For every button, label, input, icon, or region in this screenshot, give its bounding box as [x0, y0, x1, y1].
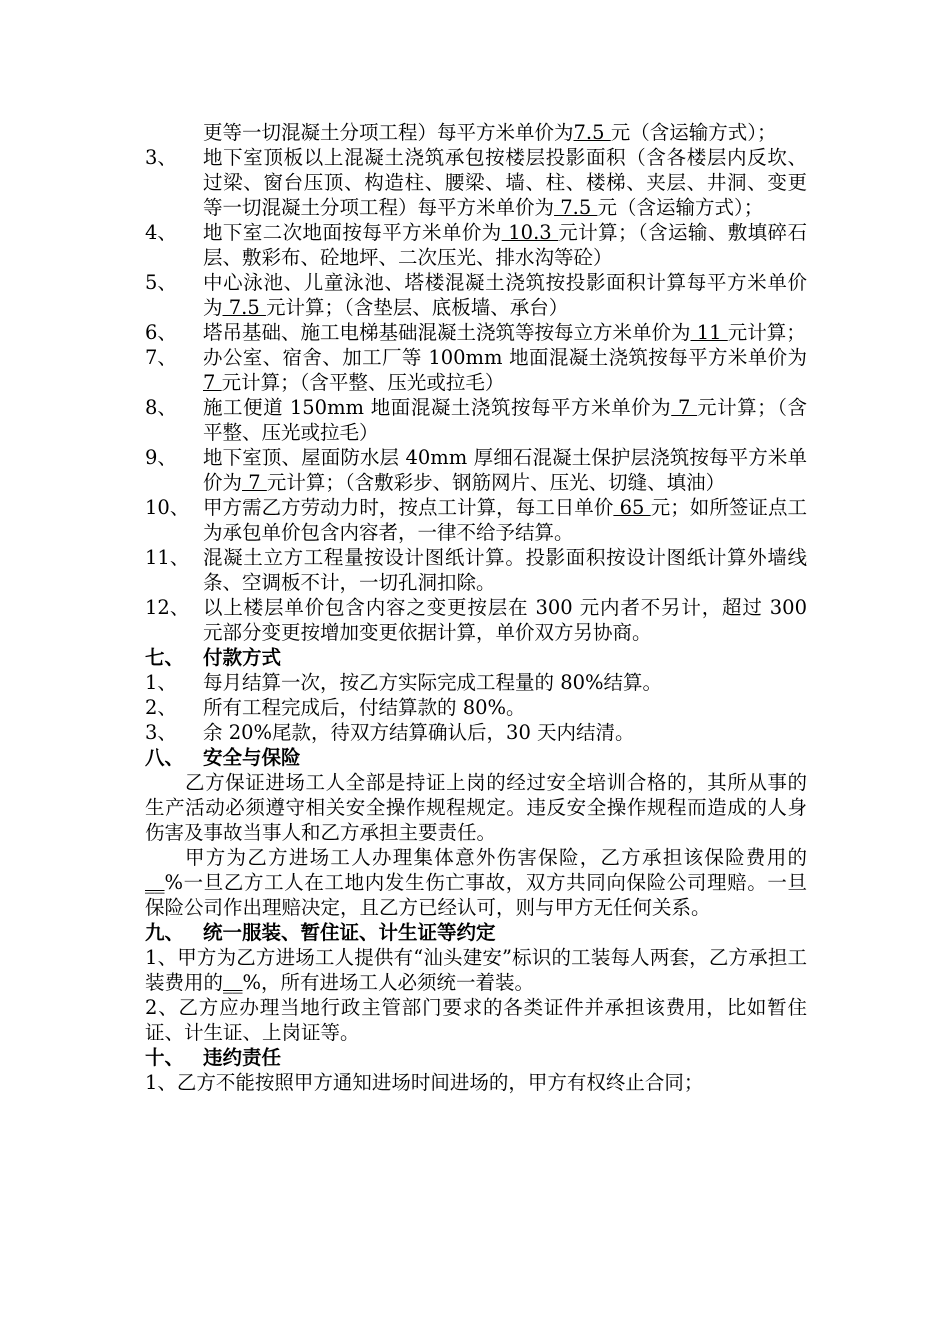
document-page [0, 120, 950, 1095]
clause-number: 10、 [145, 496, 190, 519]
clause-text: 以上楼层单价包含内容之变更按层在 300 元内者不另计，超过 300 元部分变更按增加变更依据计算，单价双方另协商。 [203, 596, 807, 644]
clause-number: 2、 [145, 696, 177, 719]
clause-row [145, 145, 807, 220]
payment-row [145, 670, 807, 695]
clause-text: 混凝土立方工程量按设计图纸计算。投影面积按设计图纸计算外墙线条、空调板不计，一切孔洞扣除。 [203, 546, 807, 594]
clause-text: 施工便道 150mm 地面混凝土浇筑按每平方米单价为 7 元计算；（含平整、压光或拉毛） [203, 396, 807, 444]
clause-text: 更等一切混凝土分项工程）每平方米单价为 [203, 121, 574, 144]
continued-clause [203, 120, 807, 145]
clause-number: 3、 [145, 146, 177, 169]
clause-number: 3、 [145, 721, 177, 744]
clause-text: 塔吊基础、施工电梯基础混凝土浇筑等按每立方米单价为 11 元计算； [203, 321, 806, 344]
unit-price: 11 [690, 321, 728, 344]
permit-clause: 2、乙方应办理当地行政主管部门要求的各类证件并承担该费用，比如暂住证、计生证、上岗证等。 [145, 996, 807, 1044]
unit-price: 7 [671, 396, 698, 419]
unit-price: 7.5 [554, 196, 598, 219]
clause-row [145, 345, 807, 395]
breach-clause: 1、乙方不能按照甲方通知进场时间进场的，甲方有权终止合同； [145, 1071, 704, 1094]
clause-text: 元（含运输方式）； [610, 121, 777, 144]
clause-number: 5、 [145, 271, 177, 294]
clause-text: 地下室顶板以上混凝土浇筑承包按楼层投影面积（含各楼层内反坎、过梁、窗台压顶、构造柱、腰梁、墙、柱、楼梯、夹层、井洞、变更等一切混凝土分项工程）每平方米单价为 7.5 元（含运输方式）； [203, 146, 807, 219]
payment-row [145, 695, 807, 720]
clause-number: 7、 [145, 346, 177, 369]
unit-price: 7 [203, 371, 222, 394]
payment-clauses [0, 670, 950, 745]
unit-price: 7.5 [222, 296, 266, 319]
insurance-paragraph: 甲方为乙方进场工人办理集体意外伤害保险，乙方承担该保险费用的__%一旦乙方工人在工地内发生伤亡事故，双方共同向保险公司理赔。一旦保险公司作出理赔决定，且乙方已经认可，则与甲方无任何关系。 [145, 846, 807, 919]
clause-row [145, 220, 807, 270]
clause-row [145, 445, 807, 495]
section-9-heading: 九、 统一服装、暂住证、计生证等约定 [145, 921, 496, 944]
section-10-heading: 十、 违约责任 [145, 1046, 282, 1069]
clause-number: 11、 [145, 546, 190, 569]
blank-field: __ [223, 971, 243, 994]
clause-text: 甲方需乙方劳动力时，按点工计算，每工日单价 65 元；如所签证点工为承包单价包含内容者，一律不给予结算。 [203, 496, 807, 544]
clause-text: 中心泳池、儿童泳池、塔楼混凝土浇筑按投影面积计算每平方米单价为 7.5 元计算；（含垫层、底板墙、承台） [203, 271, 807, 319]
clause-text: 地下室二次地面按每平方米单价为 10.3 元计算；（含运输、敷填碎石层、敷彩布、砼地坪、二次压光、排水沟等砼） [203, 221, 807, 269]
clause-row [145, 545, 807, 595]
section-8-heading: 八、 安全与保险 [145, 746, 301, 769]
unit-price: 65 [613, 496, 651, 519]
clause-text: 地下室顶、屋面防水层 40mm 厚细石混凝土保护层浇筑按每平方米单价为 7 元计算；（含敷彩步、钢筋网片、压光、切缝、填油） [203, 446, 807, 494]
unit-price: 10.3 [501, 221, 559, 244]
clause-row [145, 595, 807, 645]
clause-number: 9、 [145, 446, 177, 469]
clause-number: 6、 [145, 321, 177, 344]
clause-number: 1、 [145, 671, 177, 694]
clause-number: 12、 [145, 596, 190, 619]
clause-number: 4、 [145, 221, 177, 244]
clause-text: 所有工程完成后，付结算款的 80%。 [203, 696, 526, 719]
clause-row [145, 270, 807, 320]
section-7-heading: 七、 付款方式 [145, 646, 282, 669]
clause-text: 余 20%尾款，待双方结算确认后，30 天内结清。 [203, 721, 635, 744]
clause-text: 办公室、宿舍、加工厂等 100mm 地面混凝土浇筑按每平方米单价为 7 元计算；（含平整、压光或拉毛） [203, 346, 807, 394]
clause-row [145, 320, 807, 345]
pricing-clauses [0, 145, 950, 645]
safety-paragraph: 乙方保证进场工人全部是持证上岗的经过安全培训合格的，其所从事的生产活动必须遵守相关安全操作规程规定。违反安全操作规程而造成的人身伤害及事故当事人和乙方承担主要责任。 [145, 771, 807, 844]
clause-row [145, 495, 807, 545]
clause-text: 每月结算一次，按乙方实际完成工程量的 80%结算。 [203, 671, 663, 694]
uniform-clause: 1、甲方为乙方进场工人提供有“汕头建安”标识的工装每人两套，乙方承担工装费用的__%，所有进场工人必须统一着装。 [145, 946, 807, 994]
blank-field: __ [145, 871, 165, 894]
unit-price: 7.5 [573, 121, 611, 144]
clause-row [145, 395, 807, 445]
clause-number: 8、 [145, 396, 177, 419]
unit-price: 7 [242, 471, 267, 494]
payment-row [145, 720, 807, 745]
